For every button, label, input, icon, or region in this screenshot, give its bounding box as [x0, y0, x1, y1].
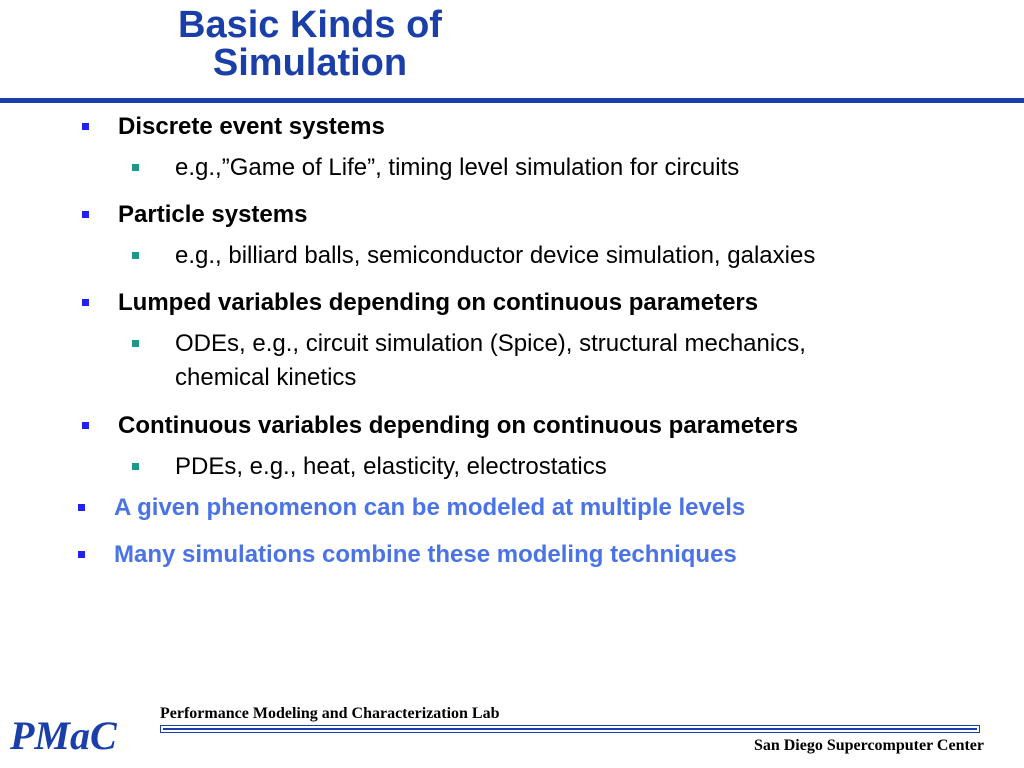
bullet-square-icon	[82, 123, 89, 130]
bullet-text: Lumped variables depending on continuous parameters	[118, 289, 759, 316]
footer-divider	[160, 725, 980, 733]
bullet-square-icon	[132, 463, 139, 470]
bullet-text: Continuous variables depending on continuous parameters	[118, 412, 799, 439]
bullet-text: Many simulations combine these modeling techniques	[114, 541, 737, 568]
bullet-square-icon	[78, 551, 85, 558]
bullet-text: Particle systems	[118, 201, 308, 228]
bullet-text: ODEs, e.g., circuit simulation (Spice), structural mechanics,	[175, 330, 806, 357]
title-line-2: Simulation	[212, 42, 408, 84]
bullet-text: chemical kinetics	[175, 364, 357, 391]
bullet-square-icon	[132, 252, 139, 259]
title-line-1: Basic Kinds of	[178, 4, 442, 46]
bullet-text: e.g., billiard balls, semiconductor device simulation, galaxies	[175, 242, 816, 269]
pmac-logo: PMaC	[10, 713, 117, 758]
slide-title	[150, 6, 470, 82]
footer-center-name: San Diego Supercomputer Center	[753, 737, 984, 754]
bullet-text: A given phenomenon can be modeled at multiple levels	[114, 494, 746, 521]
bullet-square-icon	[82, 422, 89, 429]
bullet-text: e.g.,”Game of Life”, timing level simulation for circuits	[175, 154, 740, 181]
bullet-square-icon	[132, 164, 139, 171]
bullet-text: PDEs, e.g., heat, elasticity, electrostatics	[175, 453, 607, 480]
bullet-square-icon	[78, 504, 85, 511]
footer-lab-name: Performance Modeling and Characterization Lab	[160, 705, 500, 722]
bullet-text: Discrete event systems	[118, 113, 385, 140]
bullet-square-icon	[82, 211, 89, 218]
bullet-square-icon	[82, 299, 89, 306]
bullet-square-icon	[132, 340, 139, 347]
title-divider	[0, 98, 1024, 103]
